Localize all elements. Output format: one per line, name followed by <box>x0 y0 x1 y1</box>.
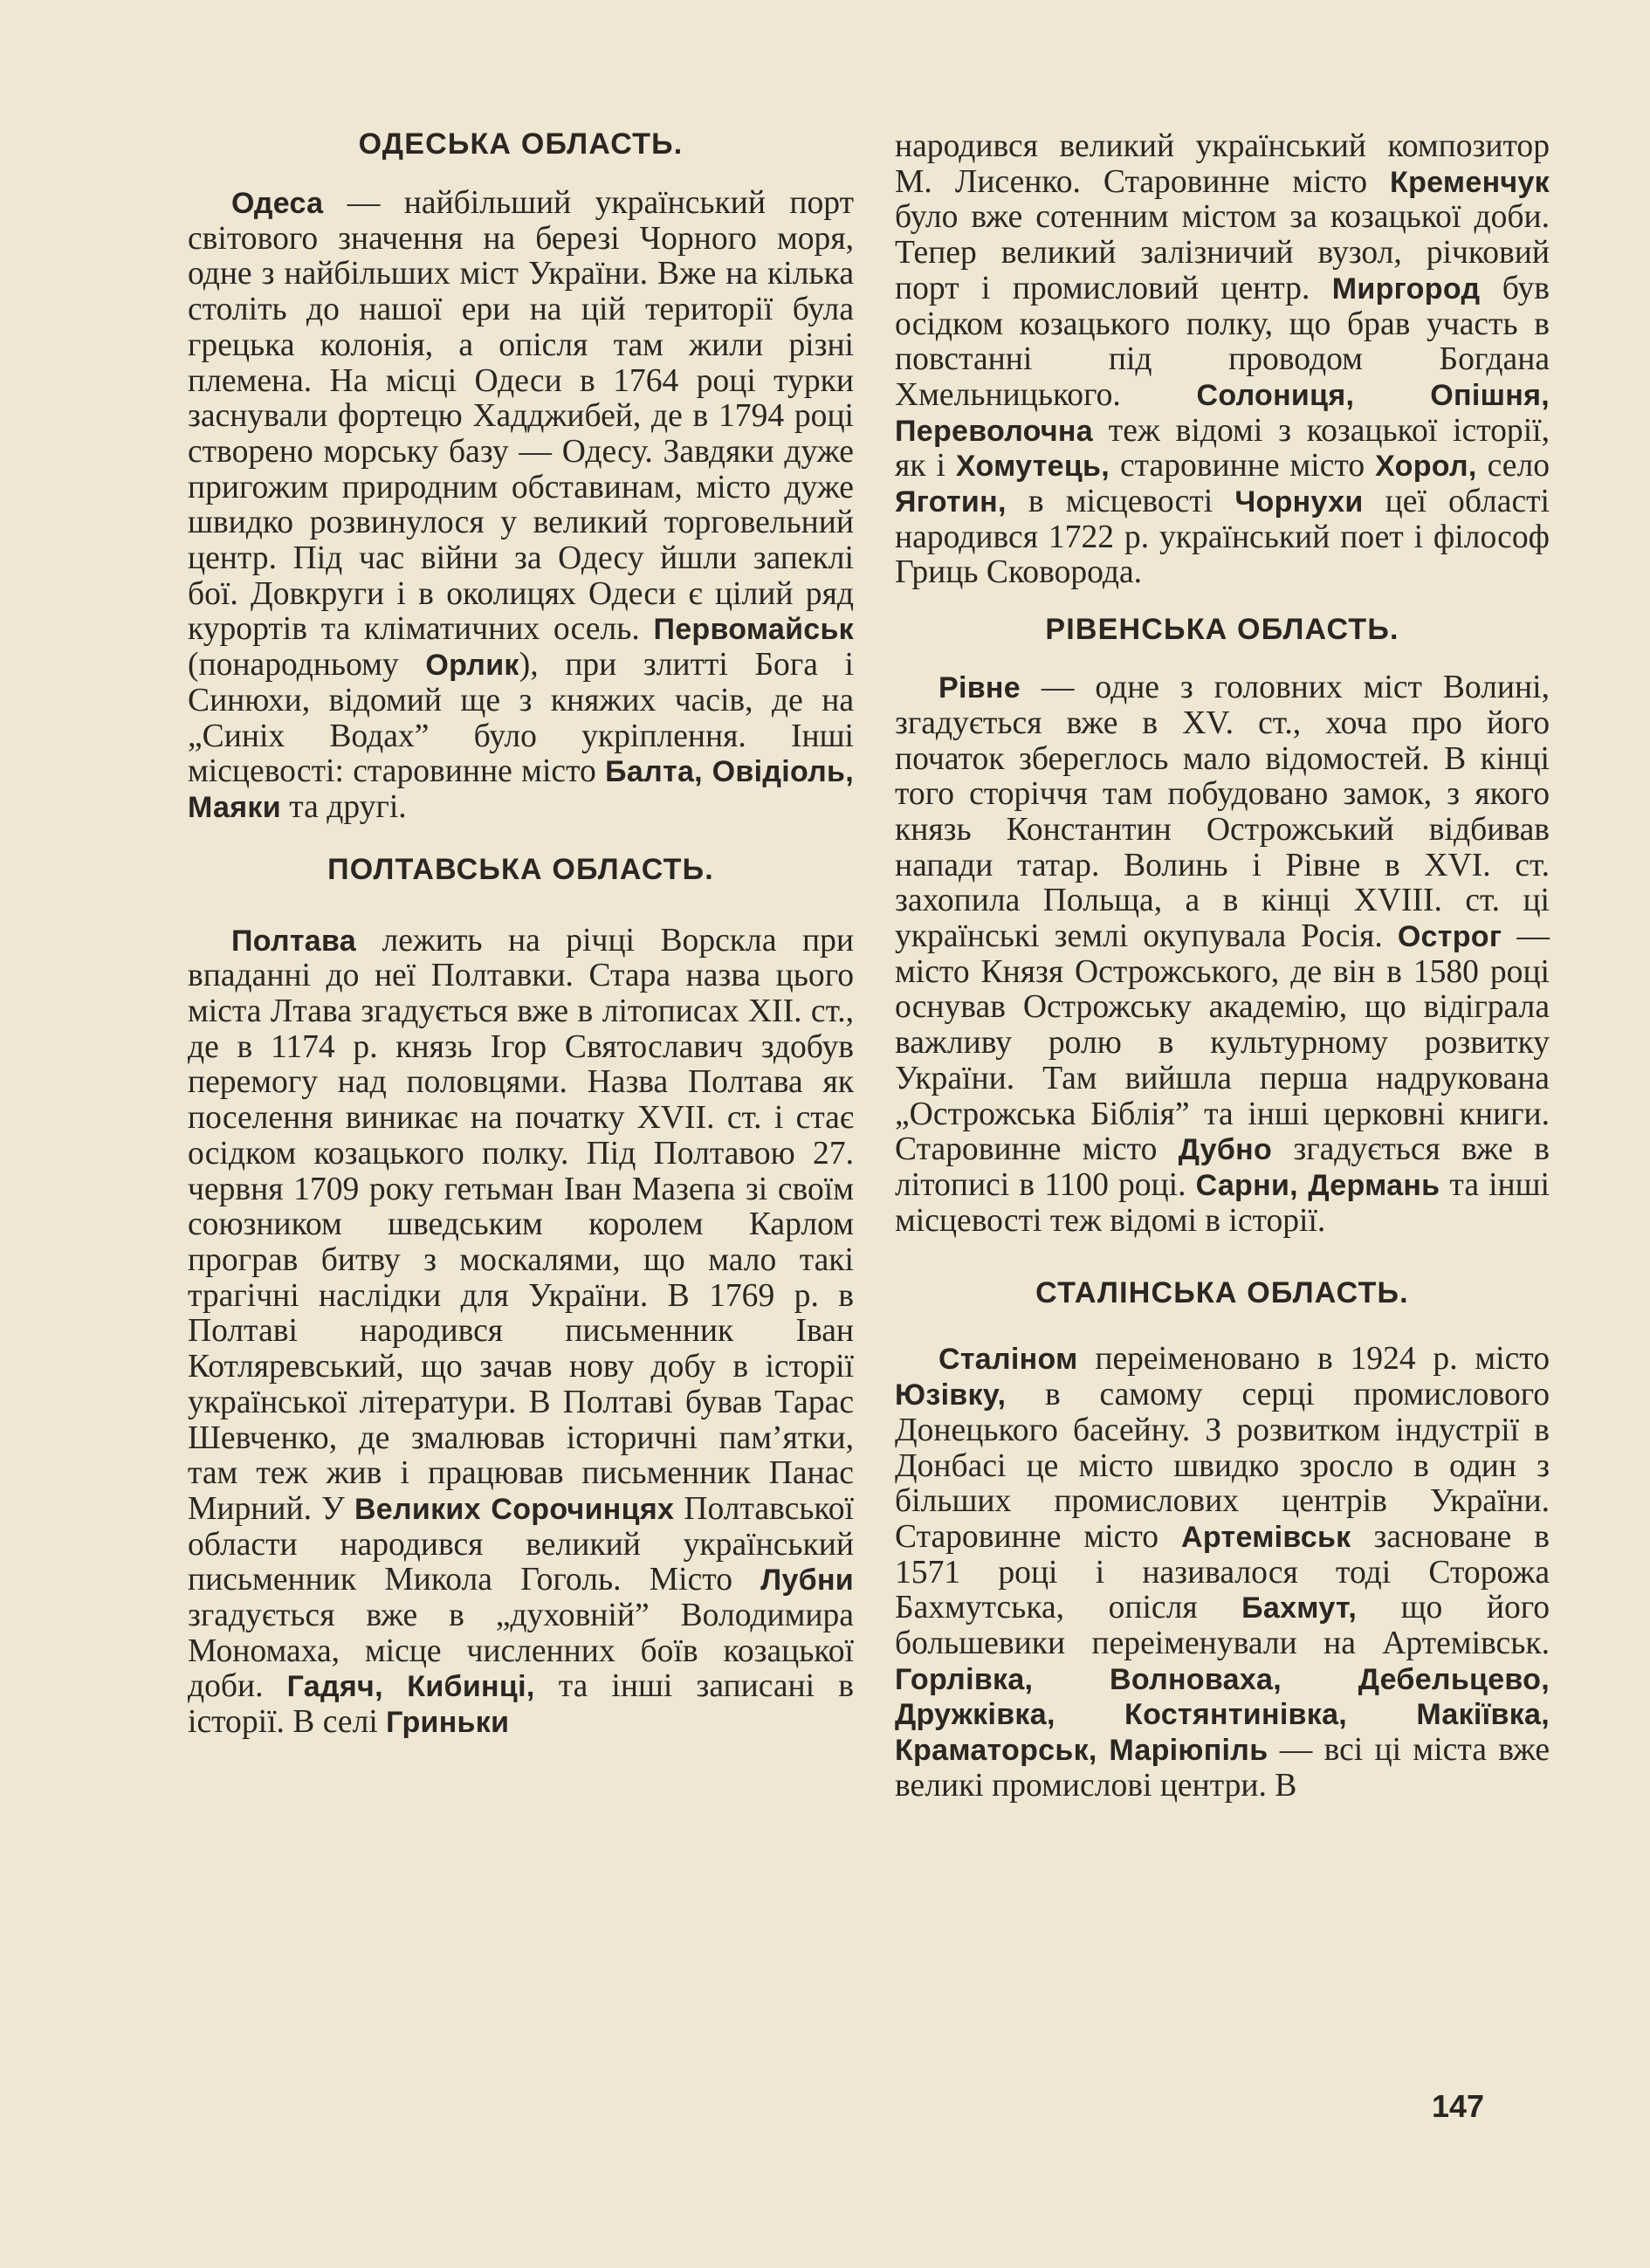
place-horlivka: Горлівка, Волноваха, Дебельцево, Дружківка, Костянтинівка, Макіївка, Краматорськ, Маріюпіль <box>895 1662 1550 1768</box>
page-number: 147 <box>1432 2088 1485 2124</box>
place-dubno: Дубно <box>1178 1133 1273 1167</box>
place-balta: Балта, Овідіоль, Маяки <box>188 755 855 824</box>
place-khorol: Хорол, <box>1375 450 1477 484</box>
place-chornukhy: Чорнухи <box>1234 485 1364 519</box>
place-khomutets: Хомутець, <box>955 450 1110 484</box>
place-odesa: Одеса <box>231 187 324 220</box>
place-yuzivka: Юзівку, <box>895 1378 1007 1412</box>
place-solonytsia: Солониця, Опішня, Переволочна <box>895 378 1550 448</box>
place-orlyk: Орлик <box>425 649 519 683</box>
section-heading-poltava: ПОЛТАВСЬКА ОБЛАСТЬ. <box>327 852 714 886</box>
paragraph-odesa: Одеса — найбільший український порт світового значення на березі Чорного моря, одне з найбільших міст України. Вже на кілька століть до нашої ери на цій території була грецька колонія, а опісля там жили різні племена. На місці Одеси в 1764 році турки заснували фортецю Хадджибей, де в 1794 році створено морську базу — Одесу. Завдяки дуже пригожим природним обставинам, місто дуже швидко розвинулося у великий торговельний центр. Під час війни за Одесу йшли запеклі бої. Довкруги і в околицях Одеси є цілий ряд курортів та кліматичних осель. Первомайськ (понародньому Орлик), при злитті Бога і Синюхи, відомий ще з княжих часів, де на „Синіх Водах” було укріплення. Інші місцевості: старовинне місто Балта, Овідіоль, Маяки та другі. <box>188 185 855 825</box>
place-sarny: Сарни, Дермань <box>1195 1168 1440 1202</box>
paragraph-stalino: Сталіном переіменовано в 1924 р. місто Юзівку, в самому серці промислового Донецького басейну. З розвитком індустрії в Донбасі це місто швидко зросло в один з більших промислових центрів України. Старовинне місто Артемівськ засноване в 1571 році і називалося тоді Сторожа Бахмутська, опісля Бахмут, що його большевики переіменували на Артемівськ. Горлівка, Волноваха, Дебельцево, Дружківка, Костянтинівка, Макіївка, Краматорськ, Маріюпіль — всі ці міста вже великі промислові центри. В <box>895 1341 1550 1804</box>
section-heading-stalino: СТАЛІНСЬКА ОБЛАСТЬ. <box>1035 1276 1409 1310</box>
place-pervomaisk: Первомайськ <box>653 613 854 647</box>
place-myrhorod: Миргород <box>1331 271 1481 306</box>
place-artemivsk: Артемівськ <box>1181 1520 1351 1554</box>
paragraph-poltava-continued: народився великий український композитор М. Лисенко. Старовинне місто Кременчук було вже сотенним містом за козацької доби. Тепер великий залізничий вузол, річковий порт і промисловий центр. Миргород був осідком козацького полку, що брав участь в повстанні під проводом Богдана Хмельницького. Солониця, Опішня, Переволочна теж відомі з козацької історії, як і Хомутець, старовинне місто Хорол, село Яготин, в місцевості Чорнухи цеї області народився 1722 р. український поет і філософ Гриць Сковорода. <box>895 128 1550 591</box>
place-ostroh: Острог <box>1397 920 1502 954</box>
place-lubny: Лубни <box>760 1564 854 1598</box>
paragraph-poltava: Полтава лежить на річці Ворскла при впаданні до неї Полтавки. Стара назва цього міста Лтава згадується вже в літописах XII. ст., де в 1174 р. князь Ігор Святославич здобув перемогу над половцями. Назва Полтава як поселення виникає на початку XVII. ст. і стає осідком козацького полку. Під Полтавою 27. червня 1709 року гетьман Іван Мазепа зі своїм союзником шведським королем Карлом програв битву з москалями, що мало такі трагічні наслідки для України. В 1769 р. в Полтаві народився письменник Іван Котляревський, що зачав нову добу в історії української літератури. В Полтаві бував Тарас Шевченко, де змалював історичні пам’ятки, там теж жив і працював письменник Панас Мирний. У Великих Сорочинцях Полтавської области народився великий український письменник Микола Гоголь. Місто Лубни згадується вже в „духовній” Володимира Мономаха, місце численних боїв козацької доби. Гадяч, Кибинці, та інші записані в історії. В селі Гриньки <box>188 922 854 1741</box>
place-velyki-sorochyntsi: Великих Сорочинцях <box>354 1492 675 1526</box>
place-poltava: Полтава <box>231 924 356 958</box>
paragraph-rivne: Рівне — одне з головних міст Волині, згадується вже в XV. ст., хоча про його початок збереглось мало відомостей. В кінці того сторіччя там побудовано замок, з якого князь Константин Острожський відбивав напади татар. Волинь і Рівне в XVI. ст. захопила Польща, а в кінці XVIII. ст. ці українські землі окупувала Росія. Острог — місто Князя Острожського, де він в 1580 році оснував Острожську академію, що відіграла важливу ролю в культурному розвитку України. Там вийшла перша надрукована „Острожська Біблія” та інші церковні книги. Старовинне місто Дубно згадується вже в літописі в 1100 році. Сарни, Дермань та інші місцевості теж відомі в історії. <box>895 670 1550 1239</box>
place-yahotyn: Яготин, <box>895 485 1007 519</box>
right-column <box>895 129 1550 1804</box>
place-rivne: Рівне <box>938 671 1021 705</box>
place-bakhmut: Бахмут, <box>1241 1591 1358 1625</box>
section-heading-odesa: ОДЕСЬКА ОБЛАСТЬ. <box>358 127 684 161</box>
section-heading-rivne: РІВЕНСЬКА ОБЛАСТЬ. <box>1045 613 1399 647</box>
place-kremenchuk: Кременчук <box>1390 165 1550 199</box>
left-column <box>188 122 854 1741</box>
place-stalino: Сталіном <box>938 1343 1078 1377</box>
place-hrynky: Гриньки <box>386 1706 510 1740</box>
place-hadiach: Гадяч, Кибинці, <box>286 1670 535 1704</box>
